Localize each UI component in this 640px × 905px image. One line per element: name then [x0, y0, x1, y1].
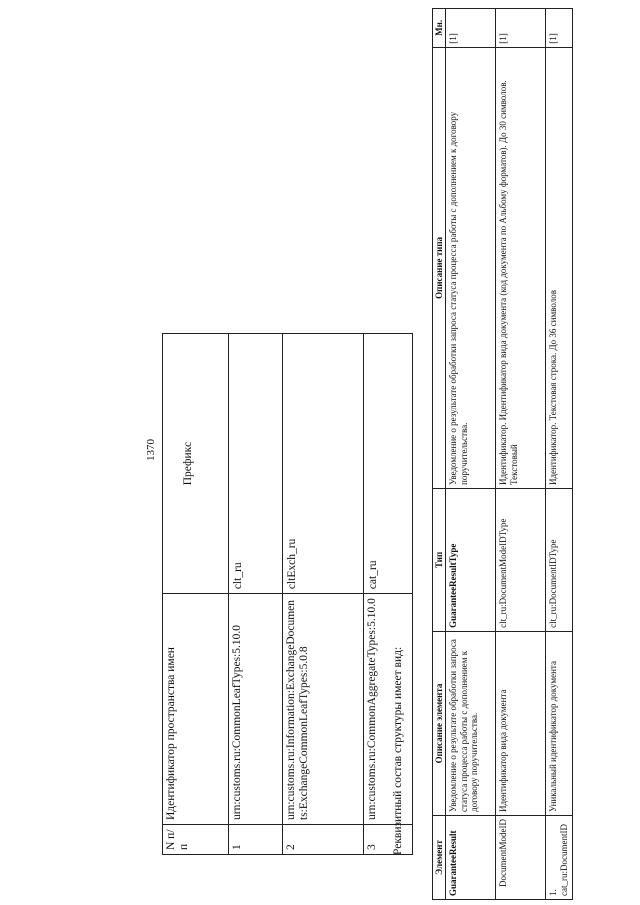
cell-element: DocumentModeID — [496, 816, 546, 900]
cell-description: Идентификатор вида документа — [496, 631, 546, 815]
row-namespace: urn:customs.ru:CommonAggregateTypes:5.10.0 — [364, 594, 413, 825]
page-number: 1370 — [145, 439, 157, 461]
structure-caption: Реквизитный состав структуры имеет вид: — [392, 646, 404, 855]
table-row — [496, 9, 546, 900]
row-namespace: urn:customs.ru:CommonLeafTypes:5.10.0 — [229, 594, 283, 825]
header-namespace: Идентификатор пространства имен — [163, 594, 229, 825]
namespace-table-header — [163, 334, 229, 855]
cell-type: clt_ru:DocumentModeIDType — [496, 488, 546, 631]
cell-type-description: Идентификатор. Идентификатор вида документа (код документа по Альбому форматов). До 30 символов. Текстовый — [496, 47, 546, 488]
header-element-description: Описание элемента — [433, 631, 446, 815]
row-prefix: clt_ru — [229, 334, 283, 594]
cell-description: Уведомление о результате обработки запроса статуса процесса работы с дополнением к договору поручительства. — [446, 631, 496, 815]
namespace-table — [162, 333, 413, 855]
row-prefix: cat_ru — [364, 334, 413, 594]
table-row — [364, 334, 413, 855]
row-number: 1 — [229, 825, 283, 855]
row-number: 2 — [283, 825, 364, 855]
table-row — [283, 334, 364, 855]
row-prefix: cltExch_ru — [283, 334, 364, 594]
header-type-description: Описание типа — [433, 47, 446, 488]
requisite-table-header — [433, 9, 446, 900]
requisite-table — [432, 8, 573, 900]
cell-multiplicity: [1] — [496, 9, 546, 48]
header-multiplicity: Мн. — [433, 9, 446, 48]
cell-element: 1. cat_ru:DocumentID — [546, 816, 573, 900]
table-row — [446, 9, 496, 900]
cell-element: GuaranteeResult — [446, 816, 496, 900]
cell-multiplicity: [1] — [446, 9, 496, 48]
header-type: Тип — [433, 488, 446, 631]
header-prefix: Префикс — [163, 334, 229, 594]
cell-type: clt_ru:DocumentIDType — [546, 488, 573, 631]
row-namespace: urn:customs.ru:Information:ExchangeDocuments:ExchangeCommonLeafTypes:5.0.8 — [283, 594, 364, 825]
table-row — [546, 9, 573, 900]
cell-type: GuaranteeResultType — [446, 488, 496, 631]
cell-type-description: Уведомление о результате обработки запроса статуса процесса работы с дополнением к договору поручительства. — [446, 47, 496, 488]
cell-multiplicity: [1] — [546, 9, 573, 48]
cell-type-description: Идентификатор. Текстовая строка. До 36 символов — [546, 47, 573, 488]
header-number: N п/п — [163, 825, 229, 855]
row-number: 3 — [364, 825, 413, 855]
table-row — [229, 334, 283, 855]
header-element: Элемент — [433, 816, 446, 900]
cell-description: Уникальный идентификатор документа — [546, 631, 573, 815]
